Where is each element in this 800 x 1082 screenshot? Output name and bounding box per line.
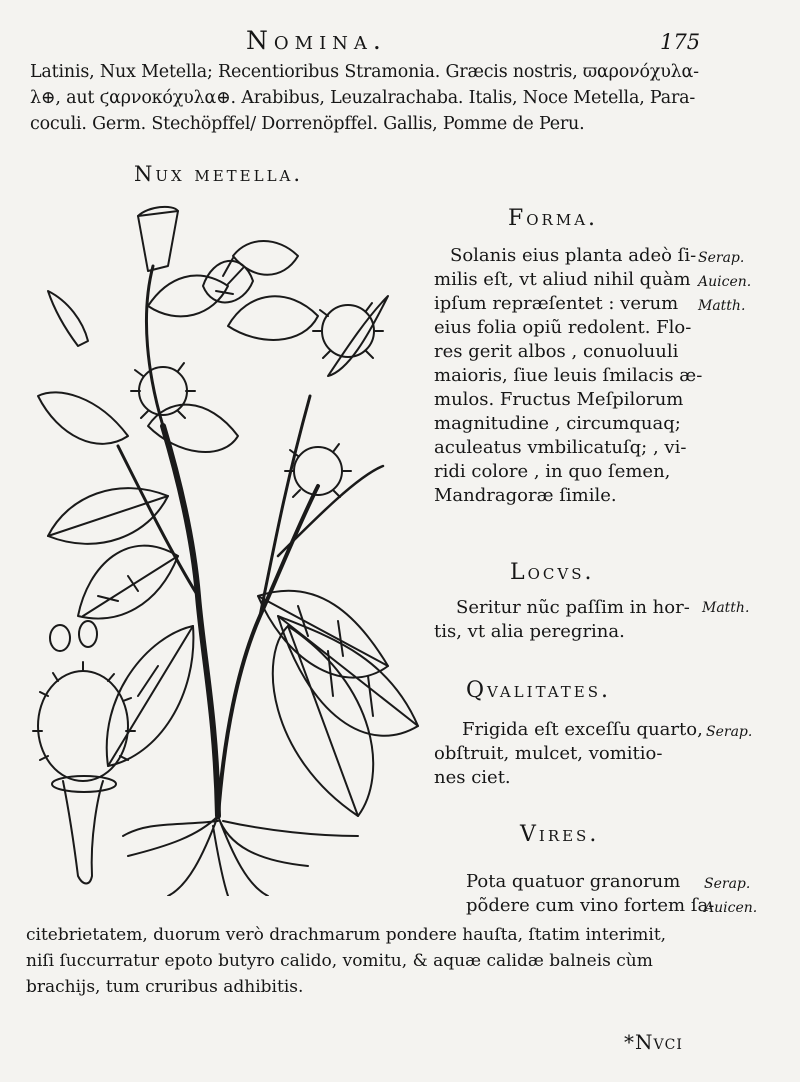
forma-line: res gerit albos , conuoluuli bbox=[434, 341, 679, 362]
nomina-line-3: coculi. Germ. Stechöpffel/ Dorrenöpffel. Gallis, Pomme de Peru. bbox=[30, 114, 585, 134]
vires-continuation bbox=[26, 922, 666, 1000]
illustration-caption: Nux metella. bbox=[134, 162, 304, 186]
nomina-line-1: Latinis, Nux Metella; Recentioribus Stramonia. Græcis nostris, ϖαρονόχυλα- bbox=[30, 62, 699, 82]
locus-heading: Locvs. bbox=[510, 560, 595, 585]
forma-line: ipſum repræſentet : verum bbox=[434, 293, 679, 314]
vires-line: Pota quatuor granorum bbox=[466, 871, 681, 892]
forma-line: magnitudine , circumquaq; bbox=[434, 413, 681, 434]
forma-line: eius folia opiũ redolent. Flo- bbox=[434, 317, 692, 338]
qualitates-line: nes ciet. bbox=[434, 767, 511, 788]
margin-ref: Matth. bbox=[702, 600, 750, 616]
plant-woodcut-illustration bbox=[28, 196, 428, 896]
page-number: 175 bbox=[660, 30, 701, 54]
forma-line: maioris, ſiue leuis ſmilacis æ- bbox=[434, 365, 703, 386]
qualitates-margin-refs bbox=[706, 720, 752, 744]
catchword: *Nvci bbox=[624, 1030, 683, 1054]
forma-line: aculeatus vmbilicatuſq; , vi- bbox=[434, 437, 687, 458]
forma-line: ridi colore , in quo ſemen, bbox=[434, 461, 671, 482]
forma-line: Solanis eius planta adeò ſi- bbox=[450, 245, 697, 266]
margin-ref: Auicen. bbox=[698, 274, 752, 290]
forma-heading: Forma. bbox=[508, 206, 599, 231]
margin-ref: Matth. bbox=[698, 298, 746, 314]
vires-heading: Vires. bbox=[520, 822, 600, 847]
vires-full-line: brachijs, tum cruribus adhibitis. bbox=[26, 977, 304, 997]
qualitates-line: obſtruit, mulcet, vomitio- bbox=[434, 743, 663, 764]
qualitates-line: Frigida eſt exceſſu quarto, bbox=[462, 719, 703, 740]
vires-margin-refs bbox=[704, 872, 757, 920]
vires-full-line: citebrietatem, duorum verò drachmarum pondere hauſta, ſtatim interimit, bbox=[26, 925, 667, 945]
forma-line: Mandragoræ ſimile. bbox=[434, 485, 617, 506]
nomina-line-2: λ⊕, aut ϛαρνοκόχυλα⊕. Arabibus, Leuzalrachaba. Italis, Noce Metella, Para- bbox=[30, 88, 696, 108]
vires-full-line: niſi ſuccurratur epoto butyro calido, vomitu, & aquæ calidæ balneis cùm bbox=[26, 951, 653, 971]
qualitates-text bbox=[434, 718, 703, 790]
forma-margin-refs bbox=[698, 246, 751, 318]
margin-ref: Auicen. bbox=[704, 900, 758, 916]
vires-line: põdere cum vino fortem ſa- bbox=[466, 895, 715, 916]
margin-ref: Serap. bbox=[704, 876, 751, 892]
page-title: Nomina. bbox=[246, 26, 387, 55]
locus-margin-refs bbox=[702, 596, 749, 620]
locus-line: Seritur nũc paſſim in hor- bbox=[456, 597, 690, 618]
forma-text bbox=[434, 244, 702, 508]
vires-text bbox=[466, 870, 714, 918]
margin-ref: Serap. bbox=[698, 250, 745, 266]
qualitates-heading: Qvalitates. bbox=[466, 678, 611, 703]
locus-line: tis, vt alia peregrina. bbox=[434, 621, 625, 642]
margin-ref: Serap. bbox=[706, 724, 753, 740]
locus-text bbox=[434, 596, 690, 644]
forma-line: milis eſt, vt aliud nihil quàm bbox=[434, 269, 691, 290]
forma-line: mulos. Fructus Meſpilorum bbox=[434, 389, 684, 410]
